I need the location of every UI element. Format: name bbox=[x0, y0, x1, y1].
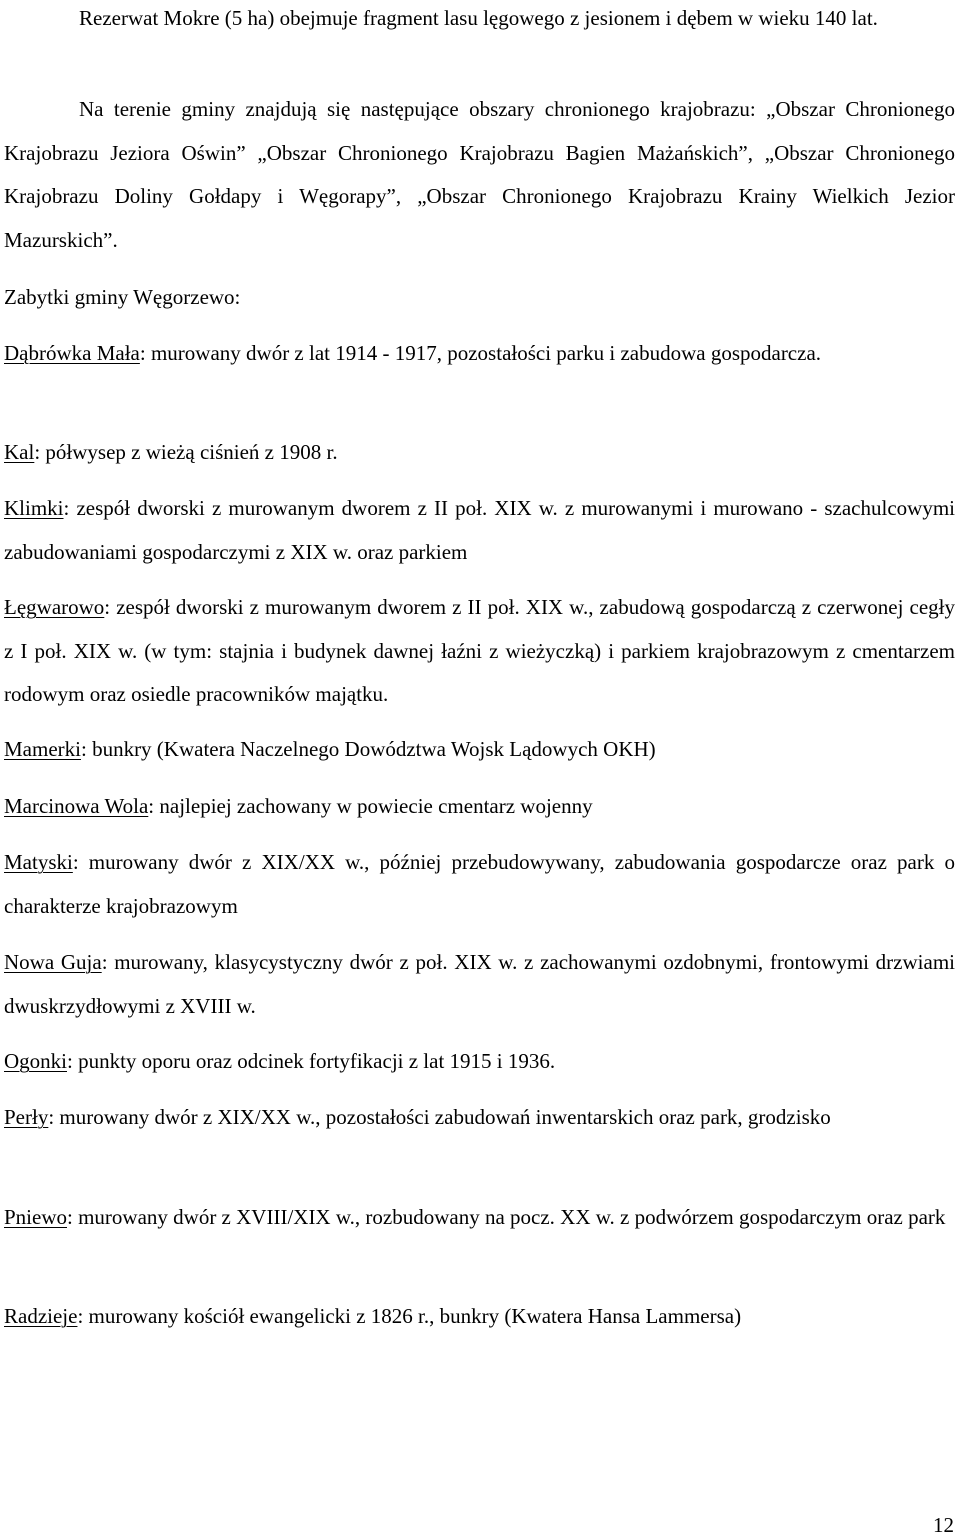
monument-place-name: Ogonki bbox=[4, 1049, 67, 1073]
page-number: 12 bbox=[933, 1513, 954, 1537]
monument-description: : murowany dwór z lat 1914 - 1917, pozostałości parku i zabudowa gospodarcza. bbox=[139, 341, 822, 365]
monument-description: : najlepiej zachowany w powiecie cmentarz wojenny bbox=[148, 794, 593, 818]
monument-description: : półwysep z wieżą ciśnień z 1908 r. bbox=[34, 440, 338, 464]
monument-entry bbox=[4, 1295, 955, 1339]
monument-description: : murowany, klasycystyczny dwór z poł. XIX w. z zachowanymi ozdobnymi, frontowymi drzwiami dwuskrzydłowymi z XVIII w. bbox=[4, 950, 955, 1018]
paragraph-protected-landscape-areas: Na terenie gminy znajdują się następujące obszary chronionego krajobrazu: „Obszar Chronionego Krajobrazu Jeziora Oświn” „Obszar Chronionego Krajobrazu Bagien Mażańskich”, „Obszar Chronionego Krajobrazu Doliny Gołdapy i Węgorapy”, „Obszar Chronionego Krajobrazu Krainy Wielkich Jezior Mazurskich”. bbox=[4, 97, 955, 252]
monument-place-name: Radzieje bbox=[4, 1304, 78, 1328]
monument-place-name: Nowa Guja bbox=[4, 950, 102, 974]
monument-place-name: Mamerki bbox=[4, 737, 81, 761]
monument-description: : murowany dwór z XVIII/XIX w., rozbudowany na pocz. XX w. z podwórzem gospodarczym oraz park bbox=[67, 1205, 946, 1229]
monument-place-name: Marcinowa Wola bbox=[4, 794, 149, 818]
monument-entry bbox=[4, 332, 955, 376]
monument-entry bbox=[4, 1196, 955, 1240]
monument-description: : murowany dwór z XIX/XX w., później przebudowywany, zabudowania gospodarcze oraz park o charakterze krajobrazowym bbox=[4, 850, 955, 918]
monument-place-name: Kal bbox=[4, 440, 35, 464]
monument-description: : punkty oporu oraz odcinek fortyfikacji z lat 1915 i 1936. bbox=[67, 1049, 556, 1073]
monument-description: : murowany kościół ewangelicki z 1826 r., bunkry (Kwatera Hansa Lammersa) bbox=[77, 1304, 742, 1328]
monument-place-name: Pniewo bbox=[4, 1205, 67, 1229]
monument-place-name: Klimki bbox=[4, 496, 64, 520]
monument-place-name: Matyski bbox=[4, 850, 73, 874]
monument-place-name: Dąbrówka Mała bbox=[4, 341, 140, 365]
monument-description: : zespół dworski z murowanym dworem z II poł. XIX w. z murowanymi i murowano - szachulcowymi zabudowaniami gospodarczymi z XIX w. oraz parkiem bbox=[4, 496, 955, 564]
monument-entry bbox=[4, 1096, 955, 1140]
monument-entry bbox=[4, 941, 955, 1028]
monument-place-name: Perły bbox=[4, 1105, 49, 1129]
monument-entry bbox=[4, 586, 955, 717]
monument-description: : zespół dworski z murowanym dworem z II poł. XIX w., zabudową gospodarczą z czerwonej cegły z I poł. XIX w. (w tym: stajnia i budynek dawnej łaźni z wieżyczką) i parkiem krajobrazowym z cmentarzem rodowym oraz osiedle pracowników majątku. bbox=[4, 595, 955, 706]
paragraph-mokre-reserve: Rezerwat Mokre (5 ha) obejmuje fragment lasu lęgowego z jesionem i dębem w wieku 140 lat. bbox=[79, 6, 878, 30]
monument-entry bbox=[4, 431, 955, 475]
monument-entry bbox=[4, 487, 955, 574]
monument-entry bbox=[4, 841, 955, 928]
monument-entry bbox=[4, 785, 955, 829]
monument-place-name: Łęgwarowo bbox=[4, 595, 105, 619]
monument-description: : murowany dwór z XIX/XX w., pozostałości zabudowań inwentarskich oraz park, grodzisko bbox=[48, 1105, 831, 1129]
monument-entry bbox=[4, 728, 955, 772]
monument-description: : bunkry (Kwatera Naczelnego Dowództwa Wojsk Lądowych OKH) bbox=[80, 737, 656, 761]
monuments-heading: Zabytki gminy Węgorzewo: bbox=[4, 285, 241, 309]
monument-entry bbox=[4, 1040, 955, 1084]
